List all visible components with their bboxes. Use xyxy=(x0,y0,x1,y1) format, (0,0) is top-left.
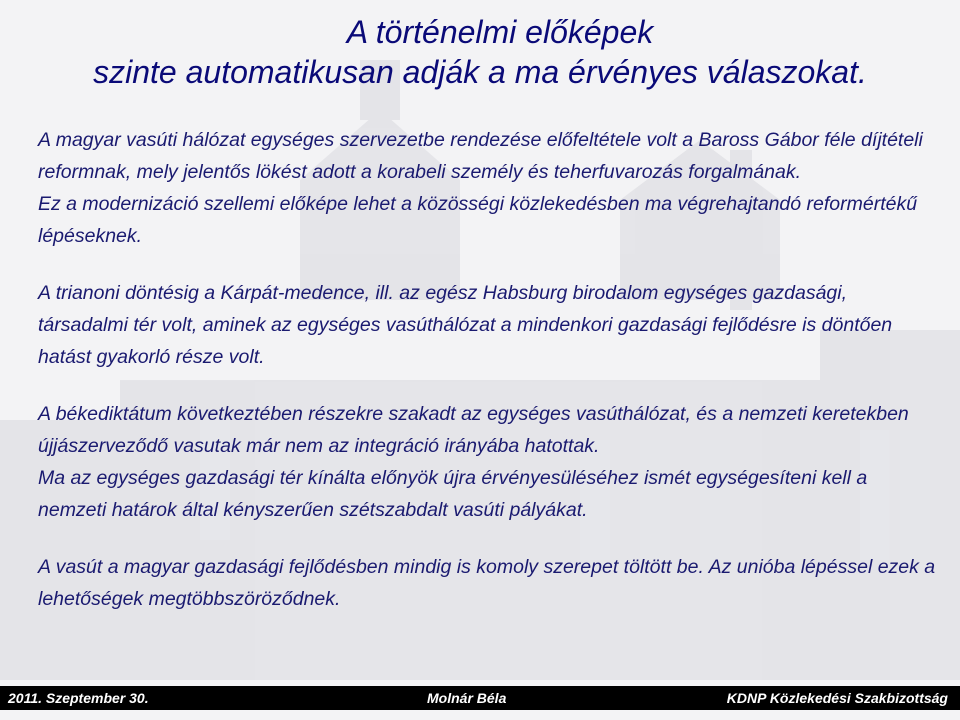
paragraph-eu-accession: A vasút a magyar gazdasági fejlődésben mindig is komoly szerepet töltött be. Az unióba lépéssel ezek a lehetőségek megtöbbszöröződnek. xyxy=(38,556,936,610)
slide-body xyxy=(38,124,938,615)
footer-author: Molnár Béla xyxy=(427,690,507,706)
slide-footer xyxy=(0,686,960,710)
paragraph-trianon: A trianoni döntésig a Kárpát-medence, ill. az egész Habsburg birodalom egységes gazdasági, társadalmi tér volt, aminek az egységes vasúthálózat a mindenkori gazdasági fejlődésre is döntően hatást gyakorló része volt. xyxy=(38,282,893,368)
slide-title xyxy=(0,12,960,92)
title-line-2: szinte automatikusan adják a ma érvényes válaszokat. xyxy=(93,54,867,90)
paragraph-baross-reform: A magyar vasúti hálózat egységes szervezetbe rendezése előfeltétele volt a Baross Gábor féle díjtételi reformnak, mely jelentős lökést adott a korabeli személy és teherfuvarozás forgalmának. xyxy=(38,129,923,183)
paragraph-economic-space: Ma az egységes gazdasági tér kínálta előnyök újra érvényesüléséhez ismét egységesíteni kell a nemzeti határok által kényszerűen szétszabdalt vasúti pályákat. xyxy=(38,467,868,521)
title-line-1: A történelmi előképek xyxy=(346,14,654,50)
footer-organization: KDNP Közlekedési Szakbizottság xyxy=(726,690,948,706)
paragraph-peace-treaty: A békediktátum következtében részekre szakadt az egységes vasúthálózat, és a nemzeti keretekben újjászerveződő vasutak már nem az integráció irányába hatottak. xyxy=(38,403,909,457)
paragraph-modernization: Ez a modernizáció szellemi előképe lehet a közösségi közlekedésben ma végrehajtandó reformértékű lépéseknek. xyxy=(38,193,918,247)
footer-date: 2011. Szeptember 30. xyxy=(8,690,149,706)
